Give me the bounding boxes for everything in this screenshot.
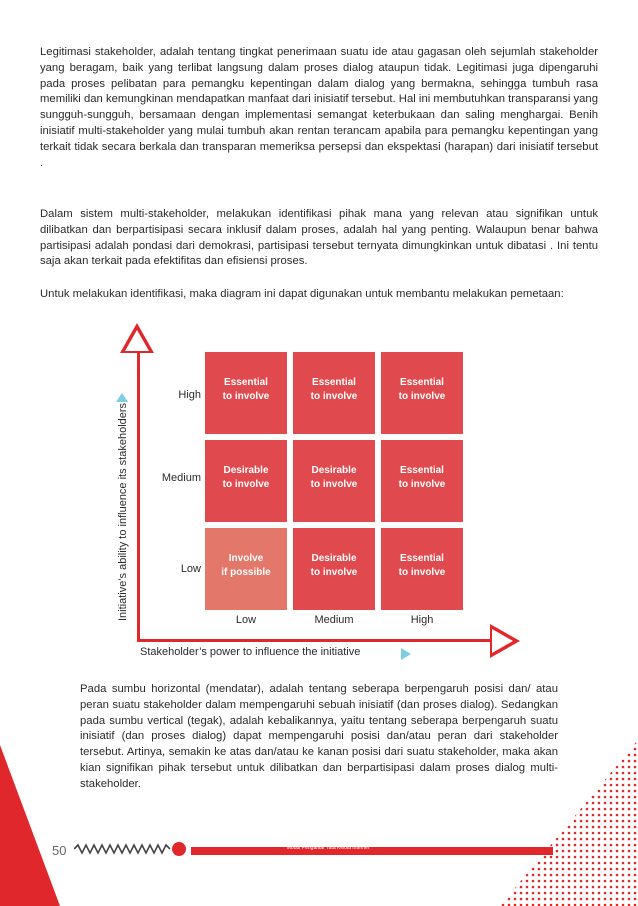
paragraph-legitimasi: Legitimasi stakeholder, adalah tentang tingkat penerimaan suatu ide atau gagasan oleh sejumlah stakeholder yang beragam, baik yang terlibat langsung dalam proses dialog ataupun tidak. Legitimasi juga dipengaruhi pada proses pelibatan para pemangku kepentingan dalam dialog yang bermakna, sehingga tumbuh rasa memiliki dan kemungkinan mendapatkan manfaat dari inisiatif tersebut. Hal ini membutuhkan transparansi yang sungguh-sungguh, bersamaan dengan implementasi semangat keterbukaan dan saling menghargai. Benih inisiatif multi-stakeholder yang mulai tumbuh akan rentan terancam apabila para pemangku kepentingan yang terkait tidak secara berkala dan transparan memeriksa persepsi dan ekspektasi (harapan) dari inisiatif tersebut . (40, 46, 598, 169)
cell-high-low: Essential to involve (205, 352, 287, 434)
col-label-high: High (410, 614, 434, 626)
paragraph-sumbu-penjelasan: Pada sumbu horizontal (mendatar), adalah tentang seberapa berpengaruh posisi dan/ atau peran suatu stakeholder dalam mempengaruhi sebuah inisiatif (dan proses dialog). Sedangkan pada sumbu vertical (tegak), adalah kebalikannya, yaitu tentang seberapa berpengaruh suatu inisiatif (dan proses dialog) dapat mempengaruhi posisi dan/atau peran dari stakeholder tersebut. Artinya, semakin ke atas dan/atau ke kanan posisi dari suatu stakeholder, maka akan kian signifikan pihak tersebut untuk dilibatkan dan berpartisipasi dalam proses dialog multi-stakeholder. (80, 683, 558, 790)
cell-medium-high: Essential to involve (381, 440, 463, 522)
x-axis-label: Stakeholder’s power to influence the initiative (140, 646, 361, 658)
x-axis-arrow-icon (490, 624, 520, 658)
cell-low-medium: Desirable to involve (293, 528, 375, 610)
y-axis-arrow-icon (120, 323, 154, 353)
page-number: 50 (52, 843, 67, 858)
paragraph-identifikasi: Untuk melakukan identifikasi, maka diagram ini dapat digunakan untuk membantu melakukan pemetaan: (40, 288, 564, 300)
cell-medium-medium: Desirable to involve (293, 440, 375, 522)
footer-module-title: Modul Pengantar Tata Kelola Internet (286, 845, 370, 851)
row-label-high: High (178, 389, 201, 401)
x-label-triangle-icon (401, 648, 411, 660)
x-axis-line (137, 639, 497, 642)
paragraph-sistem-multi-stakeholder: Dalam sistem multi-stakeholder, melakukan identifikasi pihak mana yang relevan atau signifikan untuk dilibatkan dan berpartisipasi secara inklusif dalam proses, adalah hal yang penting. Walaupun benar bahwa partisipasi adalah pondasi dari demokrasi, partisipasi tersebut ternyata dimungkinkan untuk dibatasi . Ini tentu saja akan terkait pada efektifitas dan efisiensi proses. (40, 208, 598, 268)
y-label-triangle-icon (116, 393, 128, 402)
row-label-medium: Medium (161, 472, 201, 484)
col-label-low: Low (235, 614, 257, 626)
col-label-medium: Medium (314, 614, 354, 626)
cell-high-medium: Essential to involve (293, 352, 375, 434)
matrix-grid (205, 352, 463, 610)
corner-triangle-decoration (0, 745, 60, 906)
dot-pattern-decoration (500, 740, 638, 906)
y-axis-label: Initiative’s ability to influence its stakeholders (117, 402, 129, 622)
zigzag-decoration (74, 842, 172, 856)
row-label-low: Low (180, 563, 201, 575)
cell-low-high: Essential to involve (381, 528, 463, 610)
cell-low-low: Involve if possible (205, 528, 287, 610)
cell-medium-low: Desirable to involve (205, 440, 287, 522)
footer-circle-icon (172, 842, 186, 856)
cell-high-high: Essential to involve (381, 352, 463, 434)
y-axis-line (137, 352, 140, 642)
